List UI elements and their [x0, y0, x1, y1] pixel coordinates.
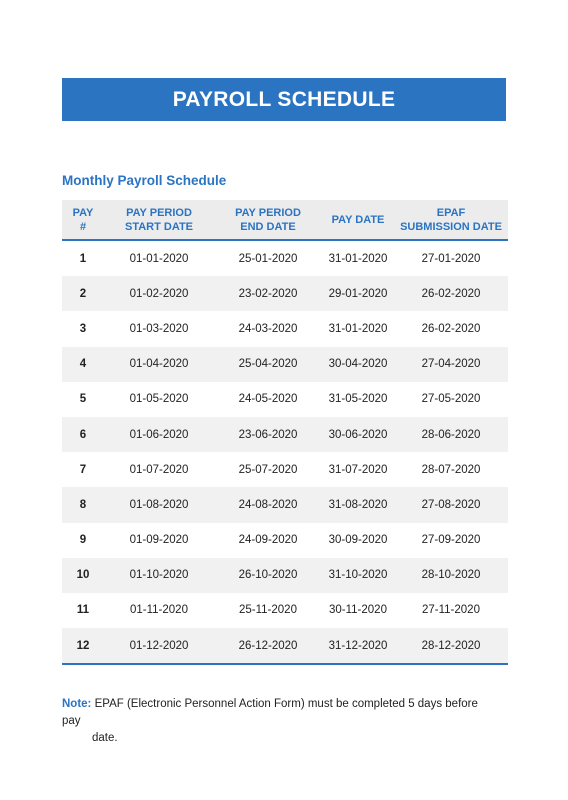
- date-cell: 01-08-2020: [104, 487, 214, 522]
- pay-number-cell: 7: [79, 463, 87, 476]
- note-text-line1: EPAF (Electronic Personnel Action Form) must be completed 5 days before pay: [62, 698, 478, 727]
- date-cell: 28-12-2020: [394, 628, 508, 664]
- column-header-text: END DATE: [240, 220, 296, 233]
- pay-number-cell: 4: [62, 347, 104, 382]
- date-cell: 27-01-2020: [421, 252, 481, 265]
- column-header-text: START DATE: [124, 220, 194, 233]
- table-row: [62, 311, 508, 346]
- column-header: [62, 200, 104, 240]
- date-cell: 01-02-2020: [104, 276, 214, 311]
- date-cell: 01-10-2020: [104, 558, 214, 593]
- table-row: [62, 417, 508, 452]
- date-cell: 28-10-2020: [394, 558, 508, 593]
- pay-number-cell: 6: [62, 417, 104, 452]
- date-cell: 31-08-2020: [322, 487, 394, 522]
- table-row: [62, 628, 508, 664]
- date-cell: 23-06-2020: [214, 417, 322, 452]
- date-cell: 01-06-2020: [104, 417, 214, 452]
- note-text-line2: date.: [92, 732, 118, 744]
- date-cell: 01-01-2020: [129, 252, 189, 265]
- pay-number-cell: 10: [62, 558, 104, 593]
- pay-number-cell: 2: [62, 276, 104, 311]
- date-cell: 30-09-2020: [328, 534, 388, 547]
- column-header: [214, 200, 322, 240]
- date-cell: 01-12-2020: [104, 628, 214, 664]
- date-cell: 27-11-2020: [422, 604, 480, 617]
- table-row: [62, 452, 508, 487]
- date-cell: 25-04-2020: [214, 347, 322, 382]
- table-row: [62, 347, 508, 382]
- footnote: [62, 696, 492, 747]
- table-row: [62, 487, 508, 522]
- table-row: [62, 276, 508, 311]
- note-label: Note:: [62, 698, 92, 710]
- date-cell: 01-07-2020: [129, 463, 189, 476]
- pay-number-cell: 5: [79, 393, 87, 406]
- date-cell: 24-05-2020: [238, 393, 298, 406]
- date-cell: 23-02-2020: [214, 276, 322, 311]
- date-cell: 01-03-2020: [129, 322, 189, 335]
- table-row: [62, 382, 508, 417]
- date-cell: 01-05-2020: [129, 393, 189, 406]
- date-cell: 26-10-2020: [214, 558, 322, 593]
- table-body: [62, 240, 508, 664]
- column-header-text: PAY PERIOD: [126, 206, 192, 219]
- date-cell: 27-05-2020: [421, 393, 481, 406]
- table-row: [62, 240, 508, 276]
- column-header-text: PAY DATE: [331, 213, 385, 226]
- table-row: [62, 558, 508, 593]
- date-cell: 27-09-2020: [421, 534, 481, 547]
- date-cell: 24-09-2020: [238, 534, 298, 547]
- date-cell: 28-06-2020: [394, 417, 508, 452]
- date-cell: 25-01-2020: [238, 252, 298, 265]
- column-header: [104, 200, 214, 240]
- pay-number-cell: 11: [76, 604, 90, 617]
- date-cell: 29-01-2020: [322, 276, 394, 311]
- pay-number-cell: 8: [62, 487, 104, 522]
- pay-number-cell: 12: [62, 628, 104, 664]
- date-cell: 26-02-2020: [421, 322, 481, 335]
- date-cell: 30-04-2020: [322, 347, 394, 382]
- date-cell: 31-07-2020: [328, 463, 388, 476]
- pay-number-cell: 1: [79, 252, 87, 265]
- date-cell: 31-01-2020: [328, 322, 388, 335]
- date-cell: 01-11-2020: [130, 604, 188, 617]
- date-cell: 01-04-2020: [104, 347, 214, 382]
- column-header-text: PAY: [72, 206, 94, 219]
- pay-number-cell: 9: [79, 534, 87, 547]
- date-cell: 28-07-2020: [421, 463, 481, 476]
- date-cell: 24-03-2020: [238, 322, 298, 335]
- table-header-row: [62, 200, 508, 240]
- date-cell: 31-01-2020: [328, 252, 388, 265]
- column-header: [322, 200, 394, 240]
- column-header-text: #: [79, 220, 87, 233]
- date-cell: 30-06-2020: [322, 417, 394, 452]
- table-row: [62, 523, 508, 558]
- date-cell: 26-12-2020: [214, 628, 322, 664]
- date-cell: 25-07-2020: [238, 463, 298, 476]
- date-cell: 26-02-2020: [394, 276, 508, 311]
- date-cell: 01-09-2020: [129, 534, 189, 547]
- date-cell: 25-11-2020: [239, 604, 297, 617]
- title-banner: [62, 78, 506, 121]
- date-cell: 27-08-2020: [394, 487, 508, 522]
- section-subtitle: Monthly Payroll Schedule: [62, 173, 227, 188]
- date-cell: 27-04-2020: [394, 347, 508, 382]
- column-header-text: SUBMISSION DATE: [400, 220, 502, 233]
- page-title: PAYROLL SCHEDULE: [172, 87, 396, 111]
- table-row: [62, 593, 508, 628]
- pay-number-cell: 3: [79, 322, 87, 335]
- column-header: [394, 200, 508, 240]
- date-cell: 31-05-2020: [328, 393, 388, 406]
- column-header-text: EPAF: [436, 206, 466, 219]
- column-header-text: PAY PERIOD: [235, 206, 301, 219]
- date-cell: 31-10-2020: [322, 558, 394, 593]
- payroll-table: [62, 200, 508, 665]
- date-cell: 30-11-2020: [329, 604, 387, 617]
- date-cell: 31-12-2020: [322, 628, 394, 664]
- date-cell: 24-08-2020: [214, 487, 322, 522]
